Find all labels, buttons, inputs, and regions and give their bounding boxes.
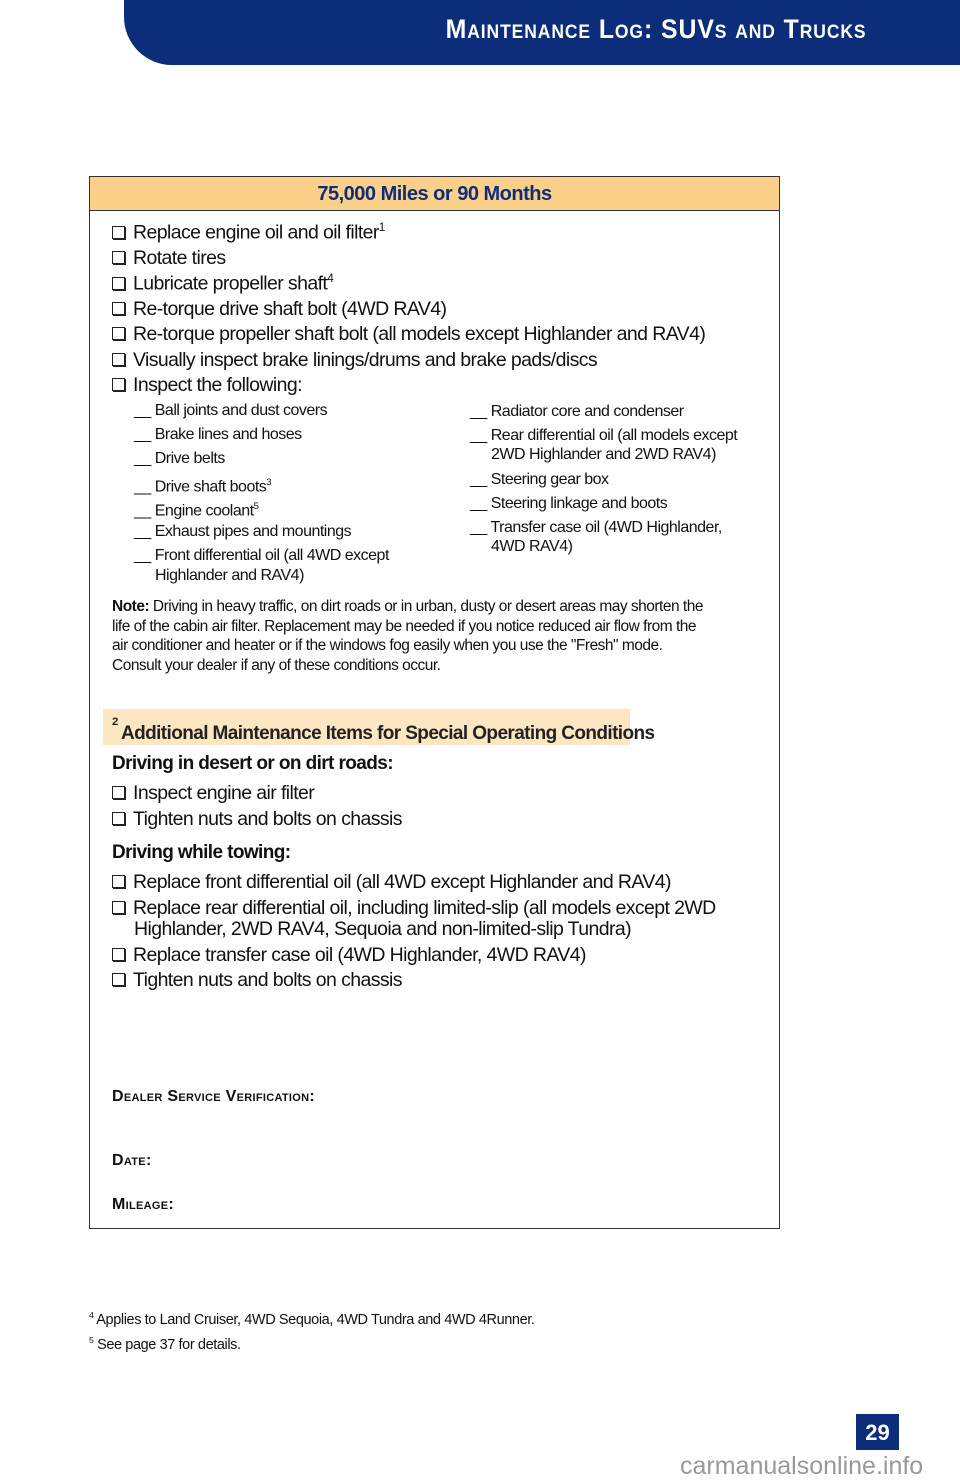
item-text: Rotate tires: [133, 247, 226, 269]
item-text: Re-torque drive shaft bolt (4WD RAV4): [133, 298, 447, 320]
item-text: Tighten nuts and bolts on chassis: [133, 969, 402, 991]
item-text: Replace transfer case oil (4WD Highlander, 4WD RAV4): [133, 944, 586, 966]
inspect-item-cont: Highlander and RAV4): [155, 567, 304, 584]
towing-heading: Driving while towing:: [112, 842, 291, 863]
footnote-num: 4: [89, 1310, 94, 1320]
checklist-item[interactable]: [112, 782, 314, 805]
checklist-item[interactable]: [112, 349, 597, 372]
footnote-ref: 3: [266, 477, 272, 488]
page-title: Maintenance Log: SUVs and Trucks: [445, 14, 866, 44]
checklist-item[interactable]: [112, 808, 402, 831]
footnote-text: See page 37 for details.: [97, 1336, 241, 1353]
checklist-item[interactable]: [112, 247, 226, 270]
inspect-item: __ Front differential oil (all 4WD except: [134, 547, 389, 564]
page-number: 29: [856, 1414, 899, 1450]
footnote: [89, 1335, 241, 1353]
footnote-ref: 1: [378, 221, 385, 234]
checkbox-icon[interactable]: [112, 277, 125, 290]
checkbox-icon[interactable]: [112, 901, 125, 914]
checklist-item[interactable]: [112, 871, 671, 894]
mileage-label: Mileage:: [112, 1196, 175, 1213]
checkbox-icon[interactable]: [112, 973, 125, 986]
note: [112, 597, 712, 675]
inspect-text: __ Engine coolant: [134, 502, 254, 520]
checkbox-icon[interactable]: [112, 353, 125, 366]
checklist-item[interactable]: [112, 272, 333, 296]
item-text: Replace rear differential oil, including limited-slip (all models except 2WD: [133, 897, 716, 919]
checkbox-icon[interactable]: [112, 812, 125, 825]
note-text: Driving in heavy traffic, on dirt roads or in urban, dusty or desert areas may shorten the life of the cabin air filter. Replacement may be needed if you notice reduced air flow from the air conditioner and heater or if the windows fog easily when you use the "Fresh" mode. Consult your dealer if any of these conditions occur.: [112, 598, 703, 674]
dealer-verification-label: Dealer Service Verification:: [112, 1088, 316, 1105]
desert-heading: Driving in desert or on dirt roads:: [112, 753, 393, 774]
inspect-item: [134, 473, 271, 496]
footnote: [89, 1310, 535, 1328]
inspect-item: __ Drive belts: [134, 450, 225, 467]
checkbox-icon[interactable]: [112, 786, 125, 799]
checklist-item[interactable]: [112, 944, 586, 967]
checklist-item[interactable]: [112, 897, 716, 920]
checkbox-icon[interactable]: [112, 302, 125, 315]
checklist-item[interactable]: [112, 374, 302, 397]
checklist-item-cont: Highlander, 2WD RAV4, Sequoia and non-limited-slip Tundra): [134, 918, 632, 940]
footnote-text: Applies to Land Cruiser, 4WD Sequoia, 4WD Tundra and 4WD 4Runner.: [96, 1311, 535, 1328]
checkbox-icon[interactable]: [112, 251, 125, 264]
footnote-ref: 4: [327, 272, 334, 285]
item-text: Tighten nuts and bolts on chassis: [133, 808, 402, 830]
footnote-ref: 5: [253, 501, 259, 512]
inspect-text: __ Drive shaft boots: [134, 478, 267, 496]
inspect-item: __ Rear differential oil (all models except: [470, 427, 738, 444]
checklist-item[interactable]: [112, 221, 385, 245]
additional-title-text: Additional Maintenance Items for Special Operating Conditions: [121, 723, 655, 744]
inspect-item: __ Steering linkage and boots: [470, 495, 668, 512]
inspect-item: [134, 497, 258, 520]
inspect-item-cont: 4WD RAV4): [491, 538, 573, 555]
section-title: 75,000 Miles or 90 Months: [90, 177, 779, 211]
header-bar: [124, 0, 960, 65]
item-text: Inspect the following:: [133, 374, 302, 396]
note-label: Note:: [112, 598, 150, 615]
checklist-item[interactable]: [112, 298, 446, 321]
inspect-item: __ Steering gear box: [470, 471, 609, 488]
additional-title: [112, 716, 655, 744]
inspect-item-cont: 2WD Highlander and 2WD RAV4): [491, 446, 716, 463]
checkbox-icon[interactable]: [112, 875, 125, 888]
checkbox-icon[interactable]: [112, 327, 125, 340]
inspect-item: __ Transfer case oil (4WD Highlander,: [470, 519, 722, 536]
inspect-item: __ Exhaust pipes and mountings: [134, 523, 352, 540]
item-text: Replace front differential oil (all 4WD except Highlander and RAV4): [133, 871, 671, 893]
inspect-item: __ Radiator core and condenser: [470, 403, 684, 420]
item-text: Inspect engine air filter: [133, 782, 315, 804]
inspect-item: __ Brake lines and hoses: [134, 426, 302, 443]
checkbox-icon[interactable]: [112, 226, 125, 239]
inspect-item: __ Ball joints and dust covers: [134, 402, 328, 419]
item-text: Replace engine oil and oil filter: [133, 221, 379, 244]
checklist-item[interactable]: [112, 323, 705, 346]
maintenance-log-box: [89, 176, 780, 1229]
item-text: Lubricate propeller shaft: [133, 272, 328, 295]
date-label: Date:: [112, 1152, 152, 1169]
checklist-item[interactable]: [112, 969, 402, 992]
item-text: Visually inspect brake linings/drums and brake pads/discs: [133, 349, 598, 371]
watermark: carmanualsonline.info: [680, 1452, 924, 1480]
footnote-ref: 2: [112, 716, 118, 728]
checkbox-icon[interactable]: [112, 378, 125, 391]
item-text: Re-torque propeller shaft bolt (all models except Highlander and RAV4): [133, 323, 706, 345]
footnote-num: 5: [89, 1335, 94, 1345]
checkbox-icon[interactable]: [112, 948, 125, 961]
additional-band: [103, 709, 655, 745]
